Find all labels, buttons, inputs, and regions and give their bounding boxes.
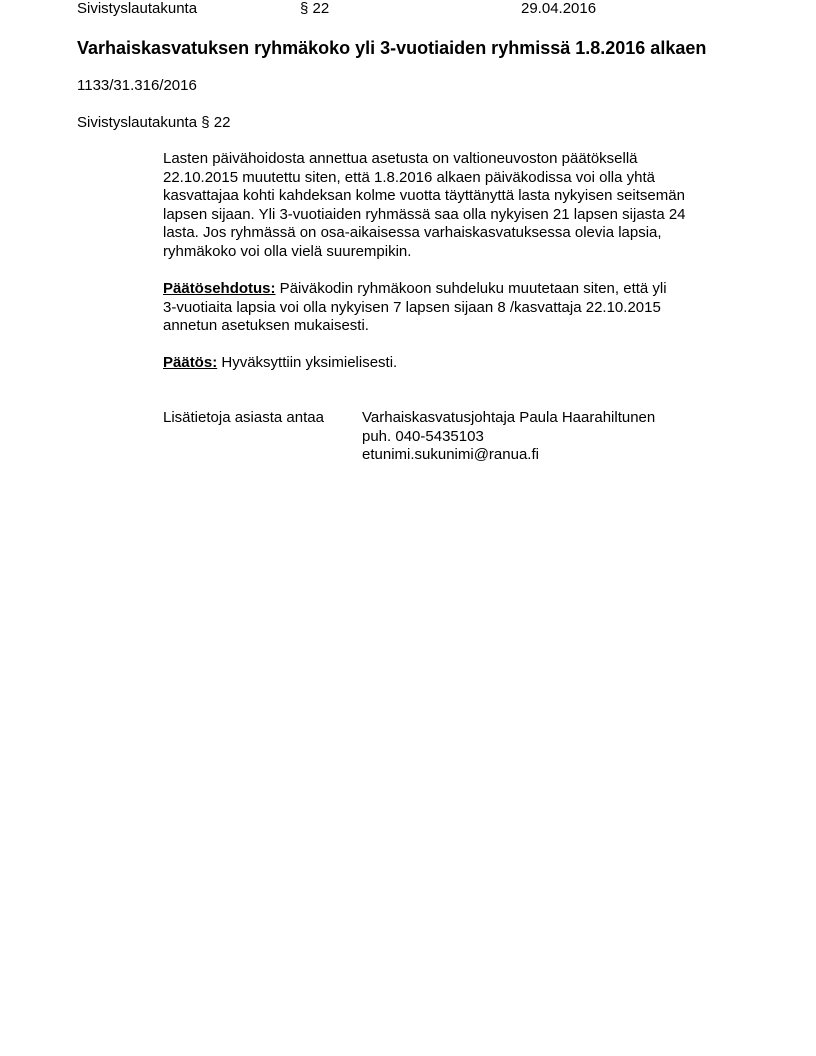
- decision: [163, 354, 733, 373]
- paragraph-line: kasvattajaa kohti kahdeksan kolme vuotta täyttänyttä lasta nykyisen seitsemän: [163, 187, 685, 205]
- decision-proposal: [163, 280, 733, 336]
- document-title: Varhaiskasvatuksen ryhmäkoko yli 3-vuotiaiden ryhmissä 1.8.2016 alkaen: [77, 38, 707, 58]
- contact-name: Varhaiskasvatusjohtaja Paula Haarahiltunen: [362, 409, 656, 426]
- proposal-label: Päätösehdotus:: [163, 280, 276, 297]
- decision-text: Hyväksyttiin yksimielisesti.: [217, 354, 398, 371]
- paragraph-line: lapsen sijaan. Yli 3-vuotiaiden ryhmässä saa olla nykyisen 21 lapsen sijasta 24: [163, 205, 686, 223]
- contact-phone: puh. 040-5435103: [362, 427, 484, 445]
- contact-details: [362, 409, 655, 465]
- header-section: § 22: [300, 0, 330, 17]
- decision-line: [163, 354, 733, 373]
- paragraph-line: 22.10.2015 muutettu siten, että 1.8.2016 alkaen päiväkodissa voi olla yhtä: [163, 168, 656, 186]
- paragraph-line: Lasten päivähoidosta annettua asetusta on valtioneuvoston päätöksellä: [163, 150, 638, 167]
- paragraph-line: lasta. Jos ryhmässä on osa-aikaisessa varhaiskasvatuksessa olevia lapsia,: [163, 224, 662, 242]
- decision-label: Päätös:: [163, 354, 218, 371]
- header-date: 29.04.2016: [521, 0, 597, 17]
- proposal-line: annetun asetuksen mukaisesti.: [163, 317, 369, 335]
- proposal-line: 3-vuotiaita lapsia voi olla nykyisen 7 lapsen sijaan 8 /kasvattaja 22.10.2015: [163, 298, 661, 316]
- contact-label: Lisätietoja asiasta antaa: [163, 409, 324, 426]
- proposal-text: Päiväkodin ryhmäkoon suhdeluku muutetaan siten, että yli: [275, 280, 667, 297]
- proposal-first-line: [163, 280, 733, 299]
- contact-email: etunimi.sukunimi@ranua.fi: [362, 446, 539, 464]
- record-number: 1133/31.316/2016: [77, 77, 197, 94]
- paragraph-line: ryhmäkoko voi olla vielä suurempikin.: [163, 242, 412, 260]
- main-paragraph: [163, 150, 733, 262]
- body-reference: Sivistyslautakunta § 22: [77, 114, 231, 131]
- header-organization: Sivistyslautakunta: [77, 0, 198, 17]
